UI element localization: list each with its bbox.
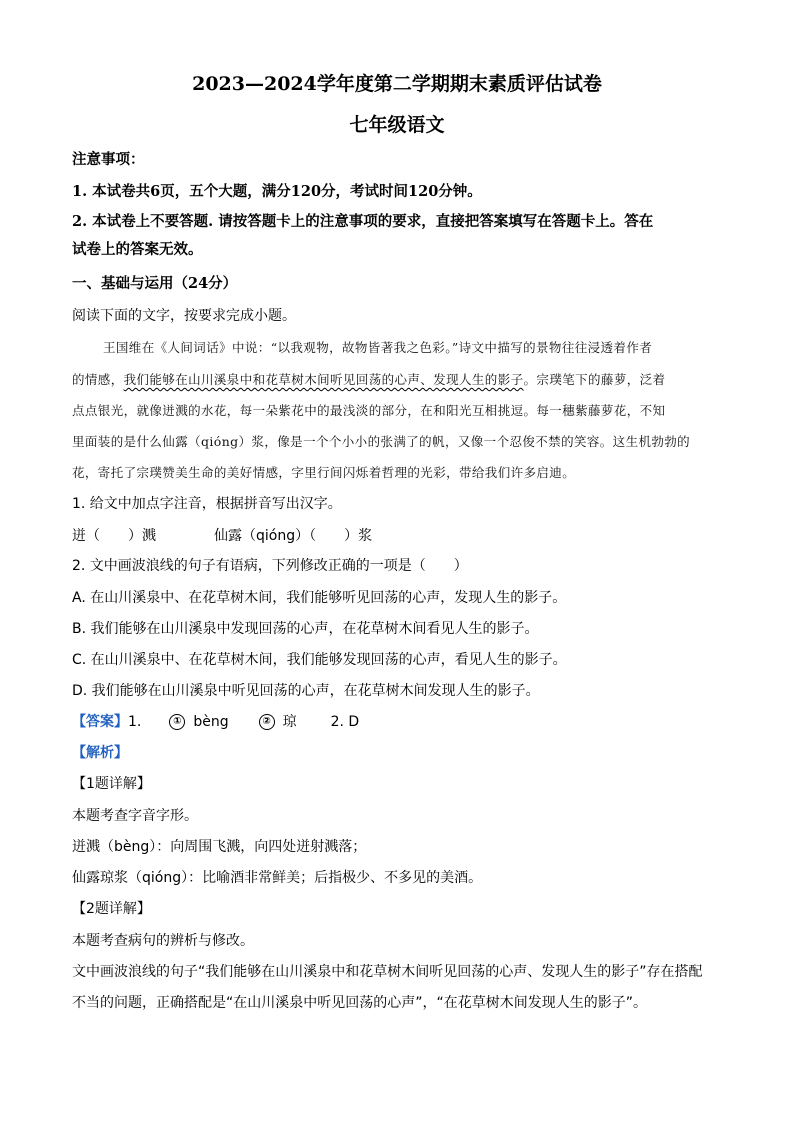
passage-line-2 [72,370,665,390]
analysis-2-heading: 【2题详解】 [72,901,151,917]
answer-marker-2: ② [259,714,275,730]
question-1-parts [72,526,372,546]
question-2-option-b: B. 我们能够在山川溪泉中发现回荡的心声，在花草树木间看见人生的影子。 [72,621,539,637]
answer-marker-1: ① [169,714,185,730]
exam-title: 2023—2024学年度第二学期期末素质评估试卷 [192,73,602,95]
question-2-option-d: D. 我们能够在山川溪泉中听见回荡的心声，在花草树木间发现人生的影子。 [72,683,540,699]
analysis-1-line-1: 本题考查字音字形。 [72,808,198,824]
notice-item-1: 1. 本试卷共6页，五个大题，满分120分，考试时间120分钟。 [72,183,482,200]
analysis-2-line-1: 本题考查病句的辨析与修改。 [72,933,254,949]
question-2-option-a: A. 在山川溪泉中、在花草树木间，我们能够听见回荡的心声，发现人生的影子。 [72,590,567,606]
analysis-1-heading: 【1题详解】 [72,776,151,792]
question-2-stem: 2. 文中画波浪线的句子有语病，下列修改正确的一项是（ ） [72,558,468,574]
passage-line-4: 里面装的是什么仙露（qióng）浆，像是一个个小小的张满了的帆，又像一个忍俊不禁的笑容。这生机勃勃的 [72,434,691,449]
analysis-1-line-3: 仙露琼浆（qióng）：比喻酒非常鲜美；后指极少、不多见的美酒。 [72,870,483,886]
section-1-instruction: 阅读下面的文字，按要求完成小题。 [72,308,296,324]
question-1-part-a: 迸（ ）溅 [72,528,156,544]
analysis-2-line-2: 文中画波浪线的句子“我们能够在山川溪泉中和花草树木间听见回荡的心声、发现人生的影子”存在搭配 [72,964,703,980]
notice-item-2-line-2: 试卷上的答案无效。 [72,241,203,258]
question-1-stem: 1. 给文中加点字注音，根据拼音写出汉字。 [72,496,342,512]
answer-label: 【答案】 [72,714,128,730]
analysis-2-line-3: 不当的问题，正确搭配是“在山川溪泉中听见回荡的心声”，“在花草树木间发现人生的影子”。 [72,995,648,1011]
section-1-heading: 一、基础与运用（24分） [72,275,238,292]
notice-heading: 注意事项： [72,151,145,168]
passage-line-5: 花，寄托了宗璞赞美生命的美好情感，字里行间闪烁着哲理的光彩，带给我们许多启迪。 [72,465,576,480]
wavy-underlined-sentence: 我们能够在山川溪泉中和花草树木间听见回荡的心声、发现人生的影子 [123,372,524,387]
answer-q2-value: 2. D [330,714,360,730]
analysis-1-line-2: 迸溅（bèng）：向周围飞溅，向四处迸射溅落； [72,839,367,855]
question-2-option-c: C. 在山川溪泉中、在花草树木间，我们能够发现回荡的心声，看见人生的影子。 [72,652,567,668]
answer-2-value: 琼 [282,714,297,730]
passage-line-2-post: 。宗璞笔下的藤萝，泛着 [523,372,666,387]
passage-line-1: 王国维在《人间词话》中说：“以我观物，故物皆著我之色彩。”诗文中描写的景物往往浸透着作者 [103,340,653,355]
passage-line-3: 点点银光，就像迸溅的水花，每一朵紫花中的最浅淡的部分，在和阳光互相挑逗。每一穗紫藤萝花，不知 [72,403,666,418]
question-1-part-b: 仙露（qióng）（ ）浆 [214,528,373,544]
exam-subtitle: 七年级语文 [349,114,445,136]
answer-line [72,712,359,732]
answer-q1-number: 1. [128,714,142,730]
analysis-label: 【解析】 [72,745,128,761]
notice-item-2-line-1: 2. 本试卷上不要答题. 请按答题卡上的注意事项的要求，直接把答案填写在答题卡上。答在 [72,213,654,230]
answer-1-value: bèng [193,714,229,730]
passage-line-2-pre: 的情感， [72,372,124,387]
